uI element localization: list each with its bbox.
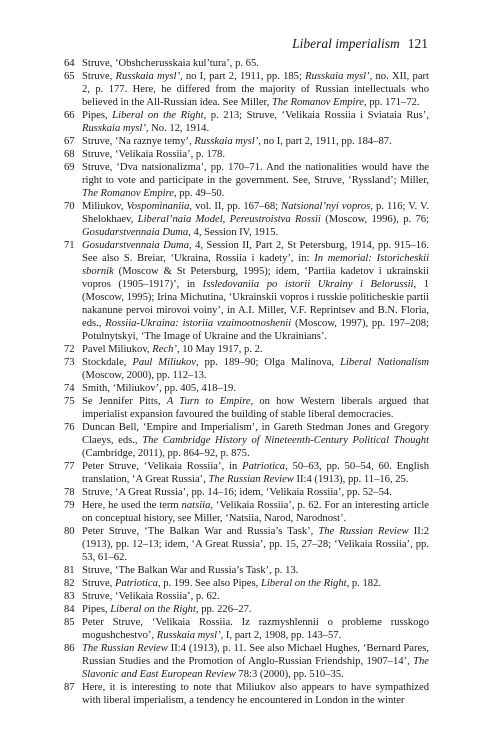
endnote-title-italic: Russkaia mysl’	[156, 630, 221, 641]
endnote-text: , No. 12, 1914.	[145, 123, 210, 134]
endnote-text: , no I, part 2, 1911, pp. 184–87.	[258, 136, 392, 147]
endnote-title-italic: The Russian Review	[82, 643, 168, 654]
endnotes-list	[64, 57, 429, 707]
endnote-text: , p. 213; Struve, ‘Velikaia Rossiia i Sviataia Rus’,	[203, 110, 429, 121]
endnote-title-italic: Liberal on the Right	[112, 110, 204, 121]
endnote-number: 85	[64, 617, 75, 628]
endnote-67	[64, 135, 429, 148]
endnote-text: , 10 May 1917, p. 2.	[176, 344, 263, 355]
endnote-title-italic: Russkaia mysl’	[305, 71, 370, 82]
endnote-text: Struve, ‘A Great Russia’, pp. 14–16; idem, ‘Velikaia Rossiia’, pp. 52–54.	[82, 487, 392, 498]
endnote-number: 66	[64, 110, 75, 121]
endnote-69	[64, 161, 429, 200]
endnote-text: Stockdale,	[82, 357, 133, 368]
endnote-text: , p. 116; V. V. Shelokhaev,	[82, 201, 429, 225]
endnote-text: , 4, Session II, Part 2, St Petersburg, 1914, pp. 915–16. See also S. Breiar, ‘Ukraina, Rossiia i kadety’, in:	[82, 240, 429, 264]
endnote-number: 79	[64, 500, 75, 511]
endnote-text: Struve, ‘Velikaia Rossiia’, p. 178.	[82, 149, 225, 160]
endnote-66	[64, 109, 429, 135]
endnote-text: II:4 (1913), p. 11. See also Michael Hughes, ‘Bernard Pares, Russian Studies and the Promotion of Anglo-Russian Friendship, 1907–14’,	[82, 643, 429, 667]
endnote-number: 73	[64, 357, 75, 368]
endnote-84	[64, 603, 429, 616]
endnote-title-italic: Russkaia mysl’	[82, 123, 146, 134]
endnote-83	[64, 590, 429, 603]
endnote-85	[64, 616, 429, 642]
endnote-number: 86	[64, 643, 75, 654]
endnote-68	[64, 148, 429, 161]
endnote-text: Struve,	[82, 71, 116, 82]
endnote-text: , 50–63, pp. 50–54, 60. English translation, ‘A Great Russia’,	[82, 461, 429, 485]
endnote-text: Peter Struve, ‘Velikaia Rossiia’, in	[82, 461, 243, 472]
endnote-text: , pp. 189–90; Olga Malinova,	[195, 357, 341, 368]
endnote-78	[64, 486, 429, 499]
endnote-text: Peter Struve, ‘The Balkan War and Russia’s Task’,	[82, 526, 319, 537]
running-head-title: Liberal imperialism	[292, 36, 400, 51]
endnote-76	[64, 421, 429, 460]
endnote-title-italic: Patriotica	[114, 578, 158, 589]
endnote-text: , p. 199. See also Pipes,	[157, 578, 261, 589]
endnote-75	[64, 395, 429, 421]
endnote-text: Struve, ‘Obshcherusskaia kul’tura’, p. 65.	[82, 58, 259, 69]
endnote-title-italic: Issledovaniia po istorii Ukrainy i Belorussii	[202, 279, 414, 290]
endnote-text: , no. XII, part 2, p. 177. Here, he differed from the majority of Russian intellectuals who believed in the All-Russian idea. See Miller,	[82, 71, 429, 108]
endnote-text: II:2 (1913), pp. 12–13; idem, ‘A Great Russia’, pp. 15, 27–28; ‘Velikaia Rossiia’, pp. 53, 61–62.	[82, 526, 429, 563]
endnote-number: 87	[64, 682, 75, 693]
endnote-title-italic: Russkaia mysl’	[115, 71, 180, 82]
endnote-text: Struve,	[82, 578, 115, 589]
endnote-title-italic: Liberal on the Right	[260, 578, 347, 589]
endnote-title-italic: Russkaia mysl’	[194, 136, 259, 147]
endnote-text: Duncan Bell, ‘Empire and Imperialism’, in Gareth Stedman Jones and Gregory Claeys, eds.,	[82, 422, 429, 446]
endnote-70	[64, 200, 429, 239]
endnote-title-italic: Patriotica	[242, 461, 286, 472]
endnote-text: Pipes,	[82, 110, 113, 121]
endnote-text: (Moscow, 2000), pp. 112–13.	[82, 370, 207, 381]
endnote-text: , p. 182.	[346, 578, 382, 589]
endnote-text: (Moscow & St Petersburg, 1995); idem, ‘Partiia kadetov i ukrainskii vopros (1905–1917)’, in	[82, 266, 429, 290]
endnote-number: 78	[64, 487, 75, 498]
endnote-title-italic: A Turn to Empire	[166, 396, 251, 407]
endnote-number: 83	[64, 591, 75, 602]
endnote-number: 77	[64, 461, 75, 472]
endnote-number: 69	[64, 162, 75, 173]
endnote-text: Here, it is interesting to note that Miliukov also appears to have sympathized with liberal imperialism, a tendency he encountered in London in the winter	[82, 682, 429, 706]
endnote-text: , on how Western liberals argued that imperialist expansion favoured the building of stable liberal democracies.	[82, 396, 429, 420]
endnote-text: , 4, Session IV, 1915.	[188, 227, 279, 238]
endnote-title-italic: Gosudarstvennaia Duma	[82, 240, 189, 251]
endnote-79	[64, 499, 429, 525]
endnote-number: 76	[64, 422, 75, 433]
endnote-title-italic: The Romanov Empire	[271, 97, 364, 108]
endnote-number: 68	[64, 149, 75, 160]
endnote-86	[64, 642, 429, 681]
endnote-text: Miliukov,	[82, 201, 127, 212]
endnote-text: , vol. II, pp. 167–68;	[189, 201, 282, 212]
endnote-number: 74	[64, 383, 75, 394]
endnote-title-italic: Rossiia-Ukraina: istoriia vzaimootnoshenii	[105, 318, 292, 329]
endnote-87	[64, 681, 429, 707]
endnote-number: 82	[64, 578, 75, 589]
endnote-text: Se Jennifer Pitts,	[82, 396, 167, 407]
endnote-64	[64, 57, 429, 70]
endnote-text: Struve, ‘Na raznye temy’,	[82, 136, 195, 147]
endnote-82	[64, 577, 429, 590]
endnote-text: Here, he used the term	[82, 500, 182, 511]
endnote-title-italic: The Romanov Empire	[82, 188, 174, 199]
endnote-title-italic: Vospominaniia	[126, 201, 190, 212]
endnote-77	[64, 460, 429, 486]
endnote-text: Struve, ‘Dva natsionalizma’, pp. 170–71. And the nationalities would have the right to vote and participate in the government. See, Struve, ‘Ryssland’; Miller,	[82, 162, 429, 186]
endnote-text: , 1 (Moscow, 1995); Irina Michutina, ‘Ukrainskii vopros i russkie politicheskie partii nakanune pervoi mirovoi voiny’, in A.I. Miller, V.F. Reprintsev and B.N. Floria, eds.,	[82, 279, 430, 329]
endnote-81	[64, 564, 429, 577]
endnote-number: 64	[64, 58, 75, 69]
endnote-72	[64, 343, 429, 356]
endnote-text: (Moscow, 1996), p. 76;	[320, 214, 429, 225]
endnote-number: 72	[64, 344, 75, 355]
endnote-number: 80	[64, 526, 75, 537]
endnote-title-italic: Gosudarstvennaia Duma	[82, 227, 189, 238]
endnote-text: Peter Struve, ‘Velikaia Rossiia. Iz razmyshlennii o probleme russkogo mogushchestvo’,	[82, 617, 429, 641]
endnote-title-italic: Liberal on the Right	[110, 604, 196, 615]
endnote-title-italic: The Cambridge History of Nineteenth-Century Political Thought	[142, 435, 430, 446]
endnote-text: , I, part 2, 1908, pp. 143–57.	[220, 630, 342, 641]
endnote-number: 81	[64, 565, 75, 576]
endnote-text: Smith, ‘Miliukov’, pp. 405, 418–19.	[82, 383, 236, 394]
endnote-number: 84	[64, 604, 75, 615]
endnote-title-italic: Natsional’nyi vopros	[281, 201, 371, 212]
endnote-text: Pipes,	[82, 604, 111, 615]
running-head	[0, 36, 428, 52]
endnote-text: Struve, ‘The Balkan War and Russia’s Task’, p. 13.	[82, 565, 299, 576]
endnote-text: II:4 (1913), pp. 11–16, 25.	[293, 474, 409, 485]
endnote-text: , pp. 171–72.	[363, 97, 420, 108]
endnote-text: 78:3 (2000), pp. 510–35.	[235, 669, 344, 680]
endnote-text: Struve, ‘Velikaia Rossiia’, p. 62.	[82, 591, 220, 602]
endnote-title-italic: The Russian Review	[318, 526, 409, 537]
endnote-number: 75	[64, 396, 75, 407]
endnote-73	[64, 356, 429, 382]
endnote-65	[64, 70, 429, 109]
endnote-title-italic: Liberal’naia Model, Pereustroistva Rossii	[137, 214, 321, 225]
endnote-text: , ‘Velikaia Rossiia’, p. 62. For an interesting article on conceptual history, see Miller, ‘Natsiia, Narod, Narodnost’.	[82, 500, 429, 524]
endnote-number: 71	[64, 240, 75, 251]
endnote-number: 67	[64, 136, 75, 147]
endnote-text: Pavel Miliukov,	[82, 344, 153, 355]
endnote-text: (Moscow, 1997), pp. 197–208; Potulnytskyi, ‘The Image of Ukraine and the Ukrainians’.	[82, 318, 429, 342]
endnote-text: (Cambridge, 2011), pp. 864–92, p. 875.	[82, 448, 250, 459]
endnote-title-italic: Liberal Nationalism	[340, 357, 429, 368]
page-number: 121	[407, 36, 428, 51]
endnote-title-italic: Paul Miliukov	[132, 357, 196, 368]
endnote-number: 65	[64, 71, 75, 82]
endnote-title-italic: Rech’	[152, 344, 177, 355]
endnote-title-italic: The Slavonic and East European Review	[82, 656, 429, 680]
endnote-title-italic: The Russian Review	[208, 474, 294, 485]
endnote-80	[64, 525, 429, 564]
endnote-title-italic: In memorial: Istoricheskii sbornik	[82, 253, 430, 277]
endnote-text: , pp. 49–50.	[174, 188, 225, 199]
endnote-71	[64, 239, 429, 343]
endnote-title-italic: natsiia	[181, 500, 211, 511]
endnote-text: , pp. 226–27.	[195, 604, 252, 615]
endnote-text: , no I, part 2, 1911, pp. 185;	[179, 71, 306, 82]
endnote-74	[64, 382, 429, 395]
endnote-number: 70	[64, 201, 75, 212]
